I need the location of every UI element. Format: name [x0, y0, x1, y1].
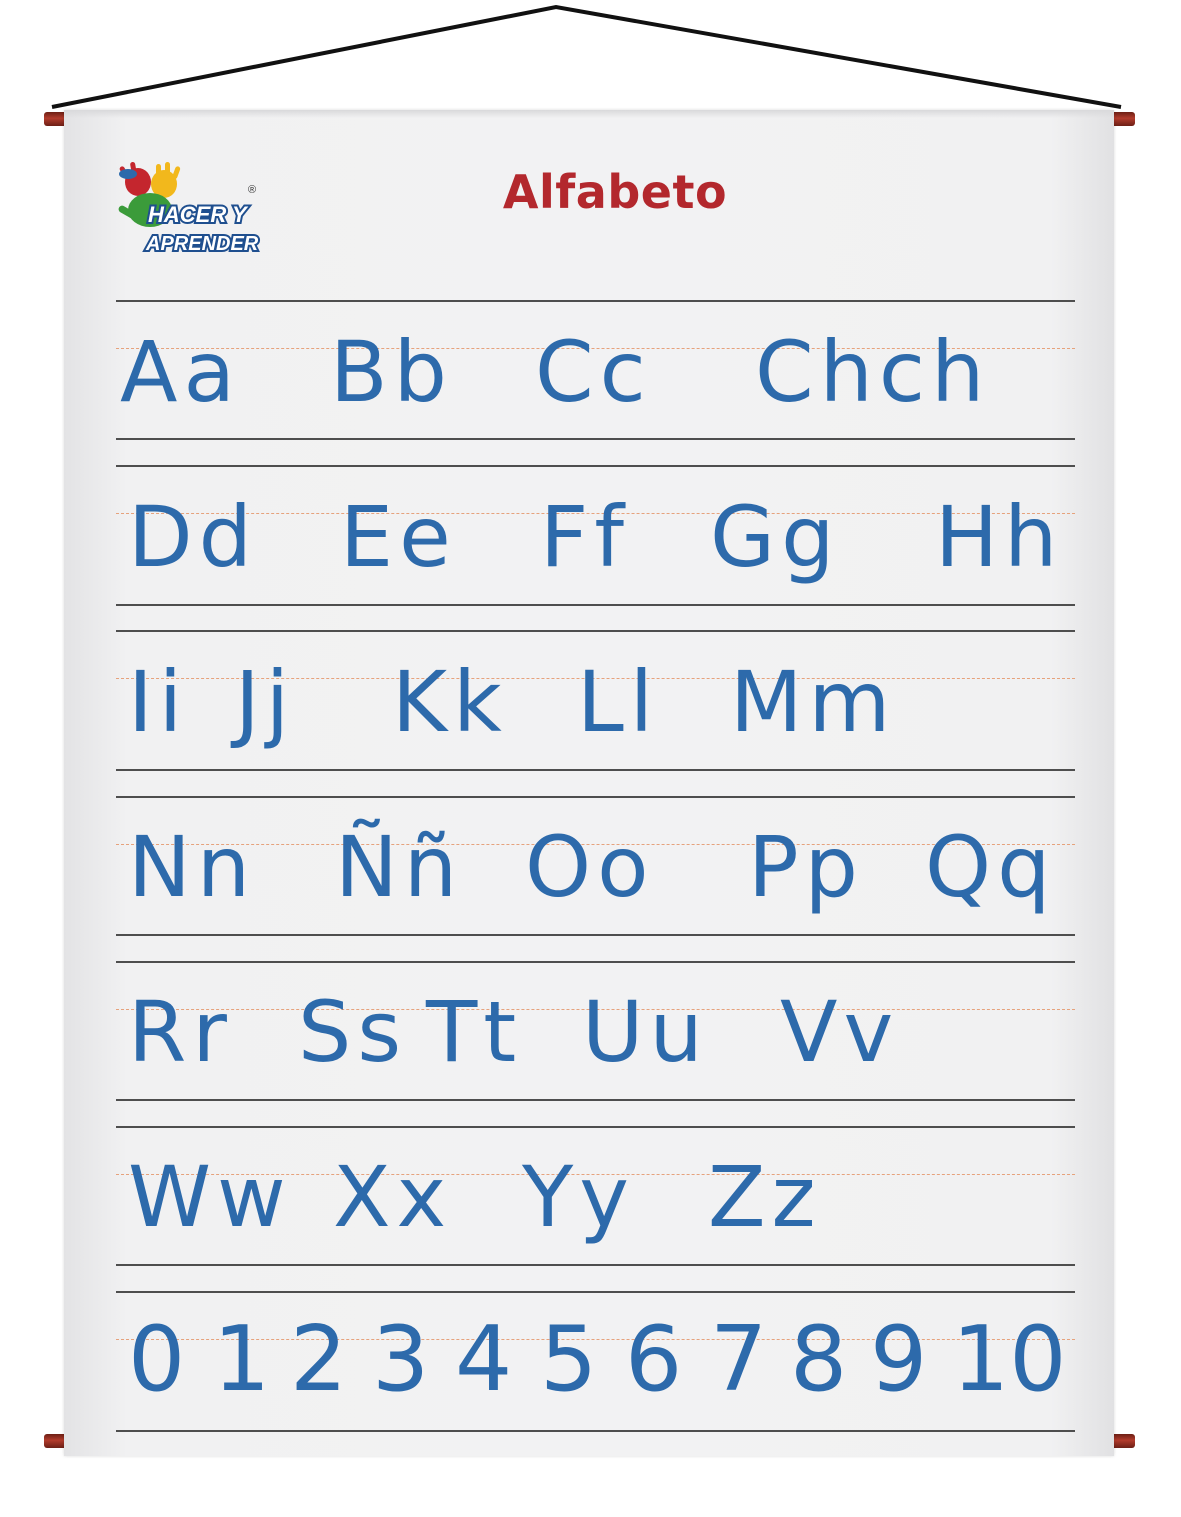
top-guide-line — [116, 630, 1075, 632]
base-guide-line — [116, 769, 1075, 771]
letter-pair: Ii — [128, 653, 189, 751]
alphabet-poster — [64, 110, 1114, 1456]
number-digit: 6 — [625, 1307, 683, 1412]
letter-pair: Kk — [392, 653, 508, 751]
letter-pair: Uu — [582, 983, 709, 1081]
top-guide-line — [116, 1291, 1075, 1293]
base-guide-line — [116, 934, 1075, 936]
poster-title: Alfabeto — [502, 165, 728, 219]
base-guide-line — [116, 438, 1075, 440]
poster-top-shadow — [64, 110, 1114, 118]
base-guide-line — [116, 1264, 1075, 1266]
letter-pair: Bb — [330, 323, 453, 421]
letter-pair: Jj — [235, 653, 296, 751]
top-guide-line — [116, 300, 1075, 302]
letter-pair: Mm — [730, 653, 897, 751]
letter-pair: Xx — [333, 1148, 453, 1246]
letter-pair: Ee — [340, 488, 457, 586]
top-guide-line — [116, 465, 1075, 467]
letter-pair: Vv — [780, 983, 900, 1081]
rod-top-right — [1111, 112, 1135, 126]
number-digit: 7 — [710, 1307, 768, 1412]
letter-pair: Chch — [755, 323, 991, 421]
letter-pair: Oo — [525, 818, 655, 916]
base-guide-line — [116, 1099, 1075, 1101]
letter-pair: Cc — [535, 323, 652, 421]
top-guide-line — [116, 1126, 1075, 1128]
number-digit: 10 — [952, 1307, 1067, 1412]
number-digit: 0 — [128, 1307, 186, 1412]
hacer-y-aprender-logo — [116, 160, 266, 270]
letter-pair: Ff — [540, 488, 630, 586]
logo-line-2: APRENDER — [146, 233, 259, 255]
number-digit: 4 — [455, 1307, 513, 1412]
letter-pair: Tt — [426, 983, 523, 1081]
base-guide-line — [116, 1430, 1075, 1432]
letter-pair: Dd — [128, 488, 259, 586]
letter-pair: Aa — [120, 323, 241, 421]
letter-pair: Ll — [577, 653, 660, 751]
number-digit: 3 — [372, 1307, 430, 1412]
number-digit: 5 — [540, 1307, 598, 1412]
letter-pair: Hh — [935, 488, 1064, 586]
letter-pair: Nn — [128, 818, 257, 916]
number-digit: 2 — [290, 1307, 348, 1412]
top-guide-line — [116, 961, 1075, 963]
base-guide-line — [116, 604, 1075, 606]
letter-pair: Ss — [298, 983, 408, 1081]
rod-bottom-right — [1111, 1434, 1135, 1448]
number-digit: 1 — [213, 1307, 271, 1412]
number-digit: 9 — [870, 1307, 928, 1412]
top-guide-line — [116, 796, 1075, 798]
letter-pair: Rr — [128, 983, 233, 1081]
letter-pair: Zz — [708, 1148, 822, 1246]
number-digit: 8 — [790, 1307, 848, 1412]
letter-pair: Gg — [710, 488, 841, 586]
logo-line-1: HACER Y — [148, 202, 247, 227]
letter-pair: Ww — [128, 1148, 292, 1246]
letter-pair: Pp — [748, 818, 864, 916]
letter-pair: Ññ — [335, 818, 464, 916]
letter-pair: Qq — [925, 818, 1057, 916]
registered-mark: ® — [248, 184, 257, 196]
letter-pair: Yy — [522, 1148, 636, 1246]
